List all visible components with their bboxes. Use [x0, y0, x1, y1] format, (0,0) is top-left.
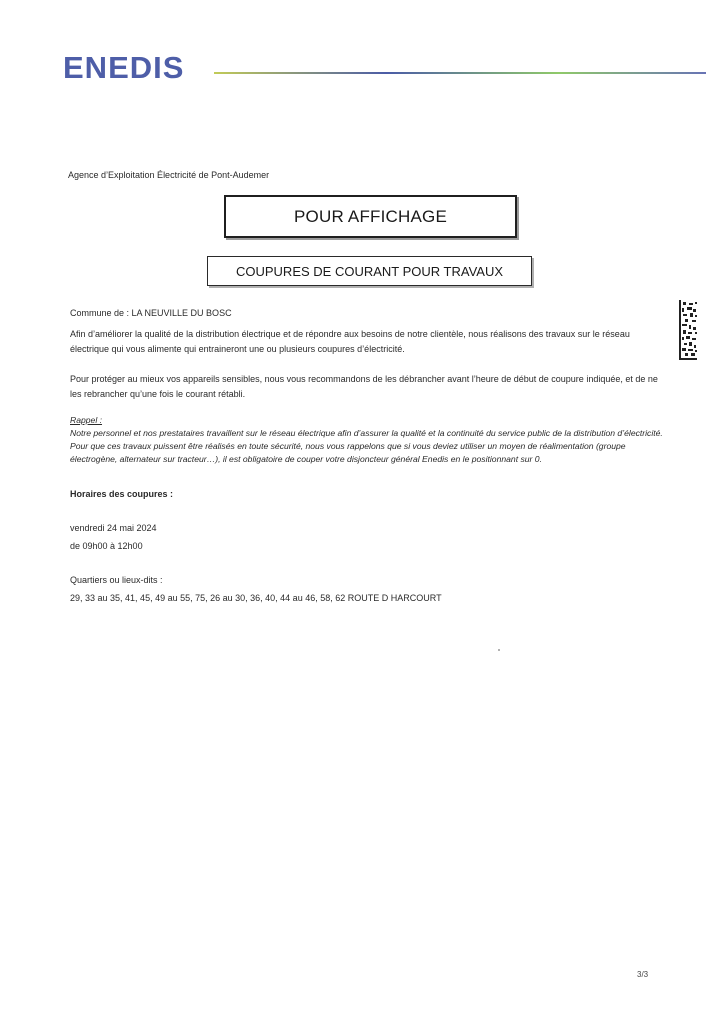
commune-line: Commune de : LA NEUVILLE DU BOSC [70, 308, 232, 318]
header-rule [214, 72, 706, 74]
main-title: POUR AFFICHAGE [224, 195, 517, 238]
subtitle: COUPURES DE COURANT POUR TRAVAUX [207, 256, 532, 286]
enedis-logo [63, 50, 203, 84]
schedule-time: de 09h00 à 12h00 [70, 541, 143, 551]
page-number: 3/3 [637, 970, 649, 979]
intro-paragraph: Afin d’améliorer la qualité de la distribution électrique et de répondre aux besoins de notre clientèle, nous réalisons des travaux sur le réseau électrique qui vous alimente qui entraineront une ou plusieurs coupures d’électricité. [70, 329, 630, 354]
places-addresses: 29, 33 au 35, 41, 45, 49 au 55, 75, 26 au 30, 36, 40, 44 au 46, 58, 62 ROUTE D HARCOURT [70, 593, 442, 603]
agency-name: Agence d’Exploitation Électricité de Pont-Audemer [68, 170, 270, 180]
logo-text: ENEDIS [63, 50, 185, 84]
scan-speck [498, 649, 500, 651]
datamatrix-code-icon [679, 300, 697, 360]
schedule-date: vendredi 24 mai 2024 [70, 523, 157, 533]
rappel-text: Notre personnel et nos prestataires travaillent sur le réseau électrique afin d’assurer la qualité et la continuité du service public de la distribution d’électricité. Pour que ces travaux puissent être réalisés en toute sécurité, nous vous rappelons que si vous deviez utiliser un moyen de réalimentation (groupe électrogène, alternateur sur tracteur…), il est obligatoire de couper votre disjoncteur général Enedis en le positionnant sur 0. [70, 428, 663, 464]
protect-paragraph: Pour protéger au mieux vos appareils sensibles, nous vous recommandons de les débrancher avant l’heure de début de coupure indiquée, et de ne les rebrancher qu’une fois le courant rétabli. [70, 374, 658, 399]
schedule-heading: Horaires des coupures : [70, 489, 174, 499]
rappel-title: Rappel : [70, 415, 103, 425]
places-heading: Quartiers ou lieux-dits : [70, 575, 163, 585]
rappel-section [70, 414, 665, 466]
